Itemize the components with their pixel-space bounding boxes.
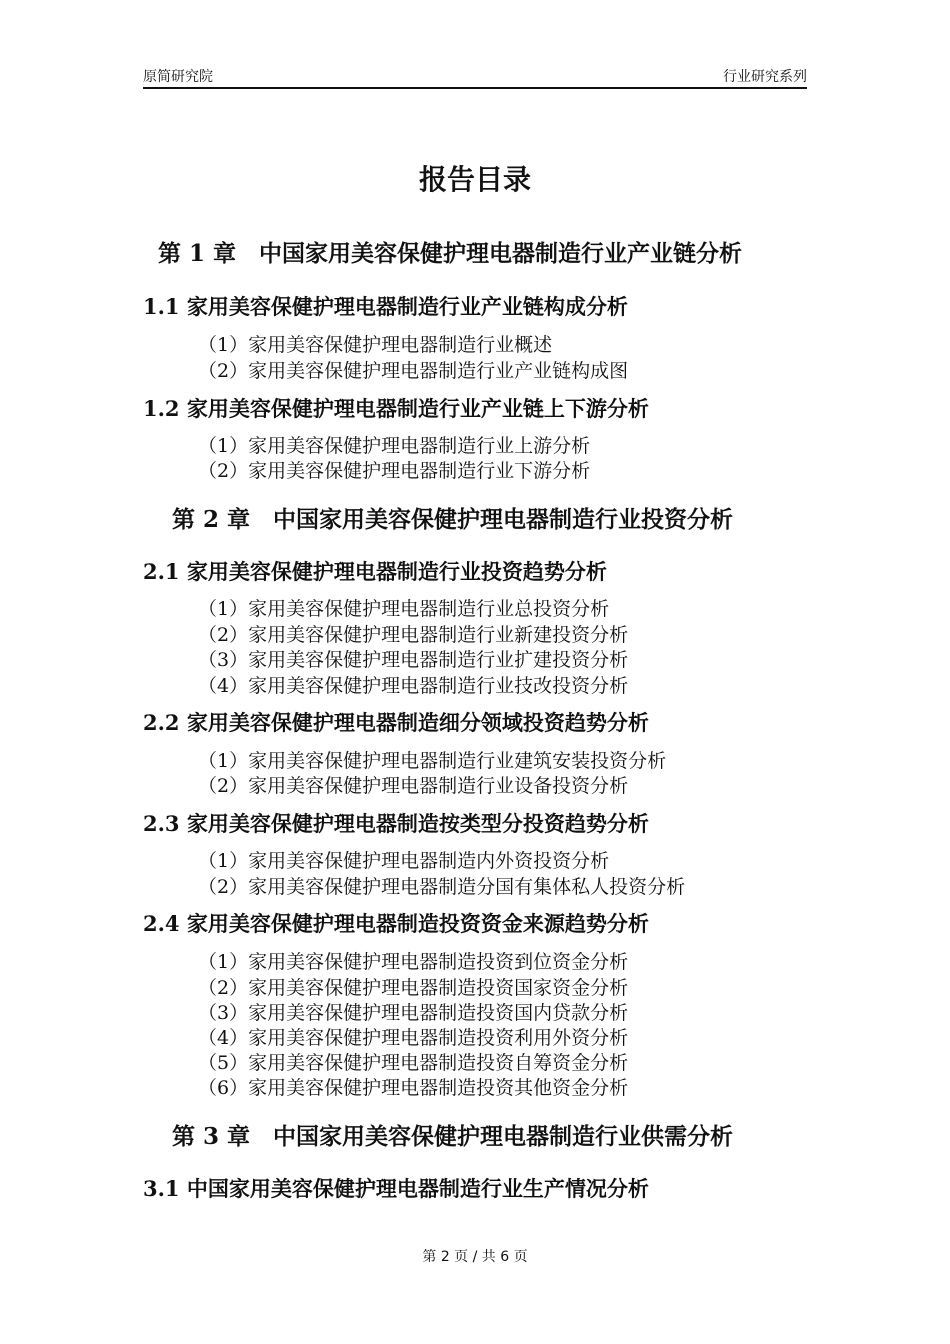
toc-item: （1）家用美容保健护理电器制造行业总投资分析 [198,598,610,621]
toc-section: 2.4 家用美容保健护理电器制造投资资金来源趋势分析 [143,910,649,936]
toc-chapter: 第 1 章 中国家用美容保健护理电器制造行业产业链分析 [158,239,743,267]
header-divider [143,87,807,89]
toc-item: （4）家用美容保健护理电器制造行业技改投资分析 [198,675,629,698]
toc-item: （1）家用美容保健护理电器制造投资到位资金分析 [198,951,629,974]
toc-section: 2.1 家用美容保健护理电器制造行业投资趋势分析 [143,558,607,584]
toc-item: （1）家用美容保健护理电器制造行业上游分析 [198,435,591,458]
toc-item: （1）家用美容保健护理电器制造行业概述 [198,334,553,357]
page-footer: 第 2 页 / 共 6 页 [422,1249,528,1265]
toc-item: （2）家用美容保健护理电器制造投资国家资金分析 [198,977,629,1000]
header-left: 原简研究院 [143,69,213,85]
header-right: 行业研究系列 [723,69,807,85]
toc-section: 2.2 家用美容保健护理电器制造细分领域投资趋势分析 [143,709,649,735]
toc-item: （2）家用美容保健护理电器制造行业设备投资分析 [198,775,629,798]
toc-item: （3）家用美容保健护理电器制造投资国内贷款分析 [198,1002,629,1025]
toc-item: （1）家用美容保健护理电器制造行业建筑安装投资分析 [198,750,667,773]
page-title: 报告目录 [418,163,531,196]
toc-item: （3）家用美容保健护理电器制造行业扩建投资分析 [198,649,629,672]
toc-chapter: 第 3 章 中国家用美容保健护理电器制造行业供需分析 [172,1122,734,1150]
toc-section: 1.2 家用美容保健护理电器制造行业产业链上下游分析 [143,395,649,421]
toc-section: 3.1 中国家用美容保健护理电器制造行业生产情况分析 [143,1175,649,1201]
toc-item: （2）家用美容保健护理电器制造行业产业链构成图 [198,360,629,383]
toc-item: （2）家用美容保健护理电器制造行业新建投资分析 [198,624,629,647]
toc-section: 2.3 家用美容保健护理电器制造按类型分投资趋势分析 [143,810,649,836]
toc-item: （2）家用美容保健护理电器制造分国有集体私人投资分析 [198,876,686,899]
toc-chapter: 第 2 章 中国家用美容保健护理电器制造行业投资分析 [172,505,734,533]
toc-item: （4）家用美容保健护理电器制造投资利用外资分析 [198,1027,629,1050]
toc-item: （5）家用美容保健护理电器制造投资自筹资金分析 [198,1052,629,1075]
toc-section: 1.1 家用美容保健护理电器制造行业产业链构成分析 [143,293,628,319]
toc-item: （1）家用美容保健护理电器制造内外资投资分析 [198,850,610,873]
toc-item: （2）家用美容保健护理电器制造行业下游分析 [198,460,591,483]
toc-item: （6）家用美容保健护理电器制造投资其他资金分析 [198,1077,629,1100]
